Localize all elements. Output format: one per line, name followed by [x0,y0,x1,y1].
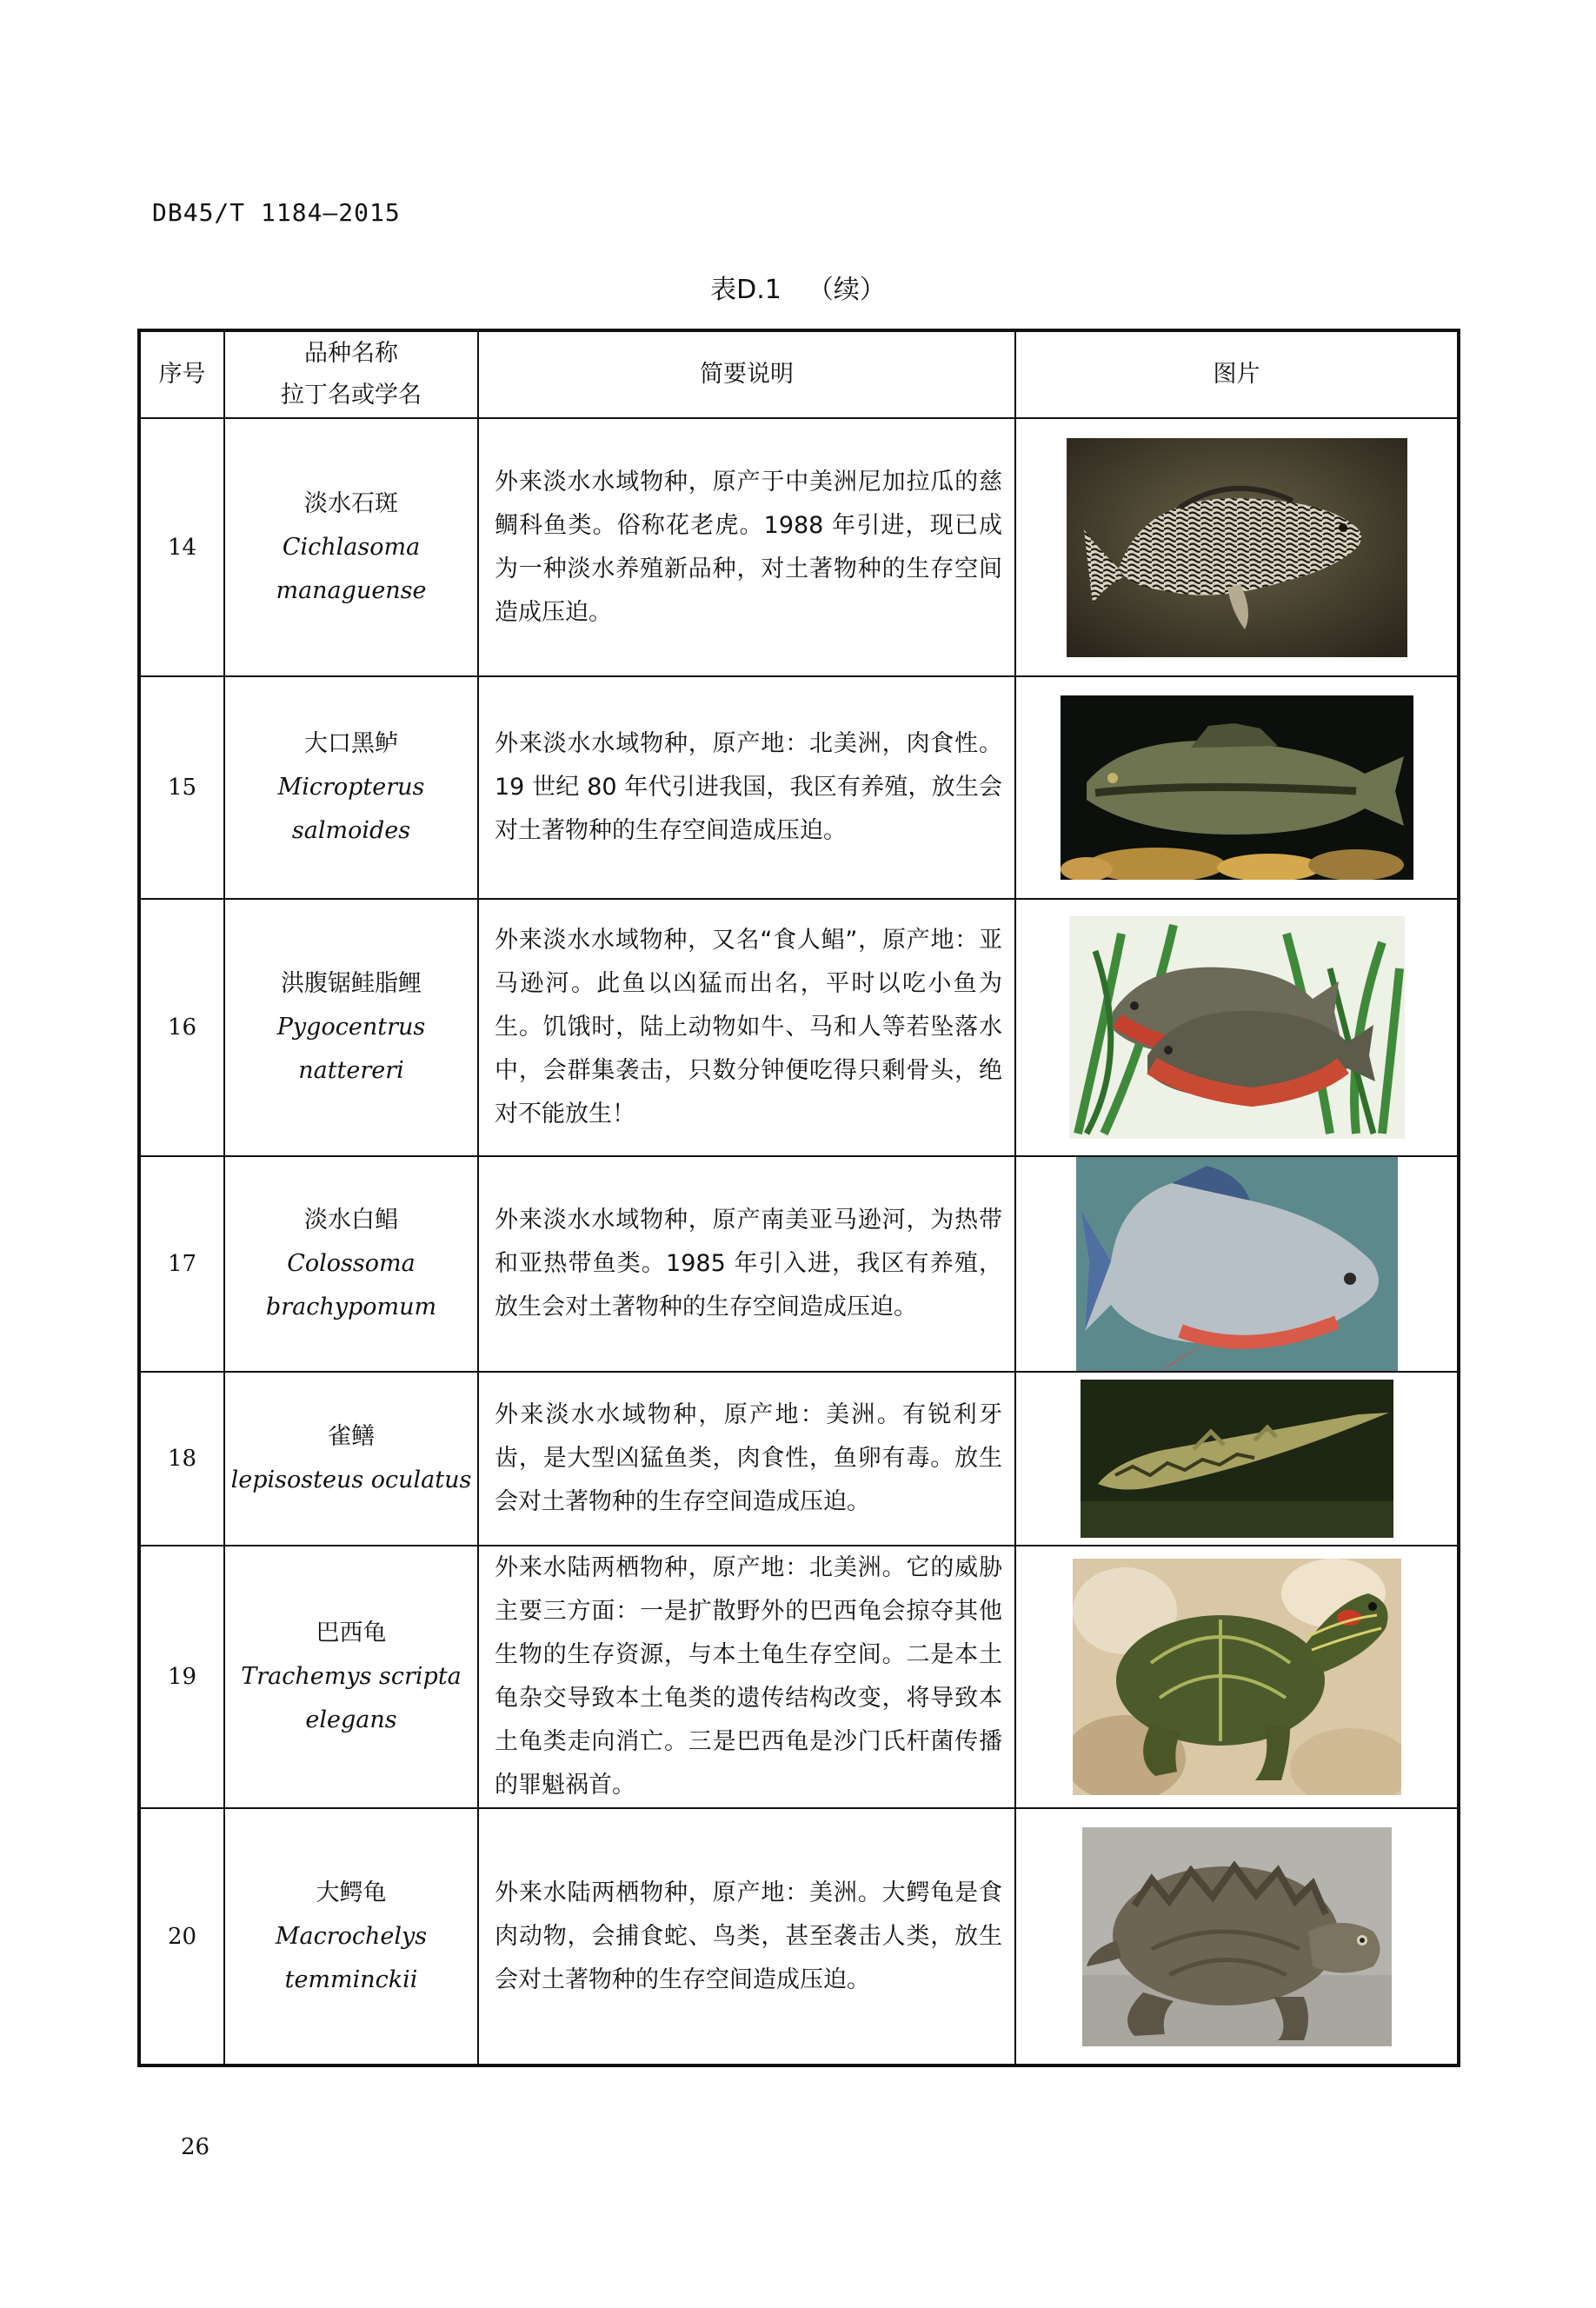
column-header-name-line2: 拉丁名或学名 [281,382,422,409]
species-latin-name-1: Macrochelys [275,1922,428,1950]
column-header-name-line1: 品种名称 [304,340,398,367]
species-latin-name-1: Pygocentrus nattereri [276,1014,426,1084]
column-header-desc: 简要说明 [478,330,1015,418]
table-continued-label: （续） [807,275,886,305]
species-name [224,1372,478,1546]
species-latin-name-2: elegans [305,1706,397,1733]
species-description: 外来水陆两栖物种，原产地：北美洲。它的威胁主要三方面：一是扩散野外的巴西龟会掠夺其他生物的生存资源，与本土龟生存空间。二是本土龟杂交导致本土龟类的遗传结构改变，将导致本土龟类走向消亡。三是巴西龟是沙门氏杆菌传播的罪魁祸首。 [478,1546,1015,1808]
table-row [139,899,1459,1156]
species-latin-name-1: Colossoma [287,1250,416,1277]
table-row [139,1372,1459,1546]
table-header-row [139,330,1459,418]
column-header-seq: 序号 [139,330,224,418]
row-number: 16 [139,899,224,1156]
species-latin-name-1: Trachemys scripta [241,1663,462,1690]
species-photo-cell [1015,1546,1459,1808]
species-cn-name: 巴西龟 [316,1620,387,1646]
species-photo-cell [1015,1372,1459,1546]
species-name [224,1546,478,1808]
cichlid-photo [1067,438,1407,657]
table-row [139,418,1459,676]
species-photo-cell [1015,1808,1459,2065]
species-latin-name-2: temminckii [284,1965,418,1993]
species-latin-name-1: lepisosteus oculatus [230,1467,472,1493]
species-photo-cell [1015,1156,1459,1372]
species-cn-name: 雀鳝 [328,1423,375,1450]
species-description: 外来淡水水域物种，原产地：美洲。有锐利牙齿，是大型凶猛鱼类，肉食性，鱼卵有毒。放生会对土著物种的生存空间造成压迫。 [478,1372,1015,1546]
species-name [224,899,478,1156]
red-eared-slider-photo [1073,1559,1401,1795]
species-latin-name-2: brachypomum [265,1294,437,1320]
species-name [224,1808,478,2065]
row-number: 15 [139,676,224,899]
species-description: 外来淡水水域物种，又名“食人鲳”，原产地：亚马逊河。此鱼以凶猛而出名，平时以吃小鱼为生。饥饿时，陆上动物如牛、马和人等若坠落水中，会群集袭击，只数分钟便吃得只剩骨头，绝对不能放生！ [478,899,1015,1156]
species-description: 外来淡水水域物种，原产于中美洲尼加拉瓜的慈鲷科鱼类。俗称花老虎。1988 年引进，现已成为一种淡水养殖新品种，对土著物种的生存空间造成压迫。 [478,418,1015,676]
largemouth-bass-photo [1061,695,1413,880]
species-name [224,676,478,899]
species-cn-name: 淡水石斑 [304,489,398,517]
species-photo-cell [1015,899,1459,1156]
table-row [139,1546,1459,1808]
pacu-photo [1076,1157,1398,1371]
column-header-pic: 图片 [1015,330,1459,418]
row-number: 18 [139,1372,224,1546]
species-cn-name: 淡水白鲳 [304,1207,398,1234]
alligator-snapping-turtle-photo [1082,1827,1392,2046]
gar-photo [1081,1380,1393,1538]
row-number: 14 [139,418,224,676]
table-title: 表D.1 [710,275,781,305]
species-cn-name: 大鳄龟 [316,1879,387,1906]
piranha-illustration [1069,916,1405,1139]
species-cn-name: 大口黑鲈 [304,730,398,757]
species-latin-name-1: Micropterus salmoides [277,774,425,844]
table-row [139,1808,1459,2065]
row-number: 17 [139,1156,224,1372]
table-caption [0,268,1596,306]
species-description: 外来淡水水域物种，原产地：北美洲，肉食性。19 世纪 80 年代引进我国，我区有养殖，放生会对土著物种的生存空间造成压迫。 [478,676,1015,899]
table-row [139,1156,1459,1372]
species-table [137,329,1460,2067]
species-description: 外来淡水水域物种，原产南美亚马逊河，为热带和亚热带鱼类。1985 年引入进，我区有养殖，放生会对土著物种的生存空间造成压迫。 [478,1156,1015,1372]
species-cn-name: 洪腹锯鲑脂鲤 [281,970,422,997]
table-row [139,676,1459,899]
species-latin-name-1: Cichlasoma [282,533,421,561]
species-photo-cell [1015,418,1459,676]
column-header-name [224,330,478,418]
species-name [224,418,478,676]
row-number: 20 [139,1808,224,2065]
species-description: 外来水陆两栖物种，原产地：美洲。大鳄龟是食肉动物，会捕食蛇、鸟类，甚至袭击人类，放生会对土著物种的生存空间造成压迫。 [478,1808,1015,2065]
row-number: 19 [139,1546,224,1808]
species-name [224,1156,478,1372]
species-latin-name-2: managuense [276,576,427,604]
page-number: 26 [181,2134,210,2160]
document-code: DB45/T 1184—2015 [152,198,401,227]
species-photo-cell [1015,676,1459,899]
